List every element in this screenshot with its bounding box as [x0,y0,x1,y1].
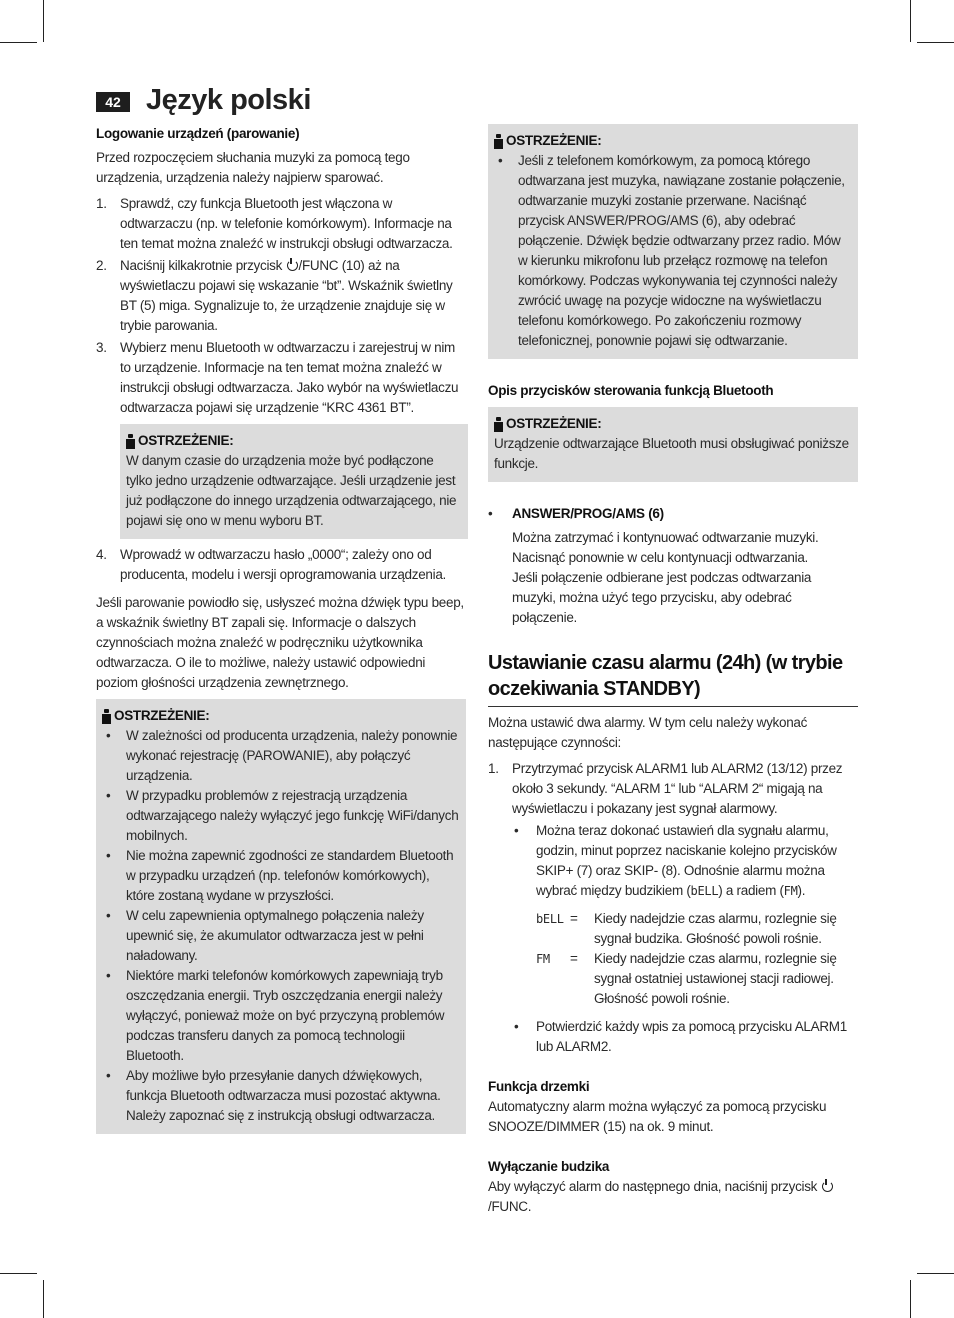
alarm-substeps [512,1017,858,1057]
list-item: 1. Przytrzymać przycisk ALARM1 lub ALARM2 (13/12) przez około 3 sekundy. “ALARM 1“ lub “ALARM 2“ migają na wyświetlaczu i pokazany jest sygnał alarmowy. • Można teraz dokonać ustawień dla sygnału alarmu, godzin, minut poprzez naciskanie kolejno przycisków SKIP+ (7) oraz SKIP- (8). Odnośnie alarmu można wybrać między budzikiem (bELL) a radiem (FM). bELL = Kiedy nadejdzie czas alarmu, rozlegnie się sygnał budzika. Głośność powoli rośnie. FM = Kiedy nadejdzie czas alarmu, rozlegnie się sygnał ostatniej ustawionej stacji radiowej. Głośność powoli rośnie. • Potwierdzić każdy wpis za pomocą przycisku ALARM1 lub ALARM2. [488,759,858,1057]
list-item: • Niektóre marki telefonów komórkowych zapewniają tryb oszczędzania energii. Tryb oszczędzania energii należy wyłączyć, ponieważ może on być przyczyną problemów podczas transferu danych za pomocą technologii Bluetooth. [106,968,445,1063]
definition-row: bELL = Kiedy nadejdzie czas alarmu, rozlegnie się sygnał budzika. Głośność powoli rośnie. [536,911,837,946]
alarm-off-text: Aby wyłączyć alarm do następnego dnia, naciśnij przycisk /FUNC. [488,1177,858,1217]
warning-text: Urządzenie odtwarzające Bluetooth musi obsługiwać poniższe funkcje. [494,436,849,471]
lcd-fm-text: FM [783,884,798,898]
info-icon [102,709,111,724]
crop-mark [43,0,44,42]
snooze-heading: Funkcja drzemki [488,1079,590,1094]
list-item: 1. Sprawdź, czy funkcja Bluetooth jest włączona w odtwarzaczu (np. w telefonie komórkowym). Informacje na ten temat można znaleźć w instrukcji obsługi odtwarzacza. [96,196,453,251]
snooze-text: Automatyczny alarm można wyłączyć za pomocą przycisku SNOOZE/DIMMER (15) na ok. 9 minut. [488,1099,827,1134]
crop-mark [917,42,954,43]
list-item: 4. Wprowadź w odtwarzaczu hasło „0000“; zależy ono od producenta, modelu i wersji oprogramowania urządzenia. [96,547,446,582]
info-icon [494,417,503,432]
warning-box: OSTRZEŻENIE: Urządzenie odtwarzające Bluetooth musi obsługiwać poniższe funkcje. [488,407,858,482]
pairing-steps-cont [96,545,466,585]
warning-text: W danym czasie do urządzenia może być podłączone tylko jedno urządzenie odtwarzające. Jeśli urządzenie jest już podłączone do innego urządzenia odtwarzającego, nie pojawi się ono w menu wyboru BT. [126,453,457,528]
list-item: • Potwierdzić każdy wpis za pomocą przycisku ALARM1 lub ALARM2. [514,1019,847,1054]
pairing-heading: Logowanie urządzeń (parowanie) [96,126,300,141]
crop-mark [917,1273,954,1274]
bt-buttons-heading: Opis przycisków sterowania funkcją Bluetooth [488,383,774,398]
list-item: 2. Naciśnij kilkakrotnie przycisk /FUNC (10) aż na wyświetlaczu pojawi się wskazanie “bt”. Wskaźnik świetlny BT (5) miga. Sygnalizuje to, że urządzenie znajduje się w trybie parowania. [96,258,453,333]
crop-mark [0,42,37,43]
info-icon [494,134,503,149]
alarm-off-heading: Wyłączanie budzika [488,1159,610,1174]
answer-button-description: • ANSWER/PROG/AMS (6) Można zatrzymać i kontynuować odtwarzanie muzyki. Nacisnąć ponownie w celu kontynuacji odtwarzania. Jeśli połączenie odbierane jest podczas odtwarzania muzyki, można użyć tego przycisku, aby odebrać połączenie. [488,504,858,628]
warning-box: OSTRZEŻENIE: W danym czasie do urządzenia może być podłączone tylko jedno urządzenie odtwarzające. Jeśli urządzenie jest już podłączone do innego urządzenia odtwarzającego, nie pojawi się ono w menu wyboru BT. [120,424,468,539]
lcd-bell-text: bELL [690,884,719,898]
alarm-substeps [512,821,858,901]
alarm-intro: Można ustawić dwa alarmy. W tym celu należy wykonać następujące czynności: [488,715,808,750]
crop-mark [43,1280,44,1318]
pairing-result: Jeśli parowanie powiodło się, usłyszeć można dźwięk typu beep, a wskaźnik świetlny BT zapali się. Informacje o dalszych czynnościach można znaleźć w podręczniku użytkownika odtwarzacza. O ile to możliwe, należy ustawić odpowiedni poziom głośności urządzenia zewnętrznego. [96,595,464,690]
pairing-intro: Przed rozpoczęciem słuchania muzyki za pomocą tego urządzenia, urządzenia należy najpierw sparować. [96,150,410,185]
definition-row: FM = Kiedy nadejdzie czas alarmu, rozlegnie się sygnał ostatniej ustawionej stacji radiowej. Głośność powoli rośnie. [536,951,837,1006]
crop-mark [0,1273,37,1274]
crop-mark [910,1280,911,1318]
alarm-steps [488,759,858,1057]
crop-mark [910,0,911,42]
pairing-steps [96,194,466,418]
list-item: • Jeśli z telefonem komórkowym, za pomocą którego odtwarzana jest muzyka, nawiązane zostanie połączenie, odtwarzanie muzyki zostanie przerwane. Naciśnąć przycisk ANSWER/PROG/AMS (6), aby odebrać połączenie. Dźwięk będzie odtwarzany przez radio. Mów w kierunku mikrofonu lub przełącz rozmowę na telefon komórkowy. Podczas wykonywania tej czynności należy zwrócić uwagę na pozycje widoczne na wyświetlaczu telefonu komórkowego. Po zakończeniu rozmowy telefonicznej, ponownie pojawi się odtwarzanie. [498,153,845,348]
list-item: • W celu zapewnienia optymalnego połączenia należy upewnić się, że akumulator odtwarzacza jest w pełni naładowany. [106,908,424,963]
alarm-heading: Ustawianie czasu alarmu (24h) (w trybie oczekiwania STANDBY) [488,650,858,707]
list-item: • Nie można zapewnić zgodności ze standardem Bluetooth w przypadku urządzeń (np. telefonów komórkowych), które zostaną wydane w przyszłości. [106,848,454,903]
right-column [488,124,858,1217]
left-column [96,124,466,1140]
list-item: • W zależności od producenta urządzenia, należy ponownie wykonać rejestrację (PAROWANIE), aby połączyć urządzenia. [106,728,458,783]
list-item: 3. Wybierz menu Bluetooth w odtwarzaczu i zarejestruj w nim to urządzenie. Informacje na ten temat można znaleźć w instrukcji obsługi odtwarzacza. Jako wybór na wyświetlaczu odtwarzacza pojawi się urządzenie “KRC 4361 BT”. [96,340,459,415]
page-title: Język polski [146,84,311,116]
warning-list [494,151,852,351]
warning-box: OSTRZEŻENIE: • W zależności od producenta urządzenia, należy ponownie wykonać rejestrację (PAROWANIE), aby połączyć urządzenia. • W przypadku problemów z rejestracją urządzenia odtwarzającego należy wyłączyć jego funkcję WiFi/danych mobilnych. • Nie można zapewnić zgodności ze standardem Bluetooth w przypadku urządzeń (np. telefonów komórkowych), które zostaną wydane w przyszłości. • W celu zapewnienia optymalnego połączenia należy upewnić się, że akumulator odtwarzacza jest w pełni naładowany. • Niektóre marki telefonów komórkowych zapewniają tryb oszczędzania energii. Tryb oszczędzania energii należy wyłączyć, ponieważ może on być przyczyną problemów podczas transferu danych za pomocą technologii Bluetooth. • Aby możliwe było przesyłanie danych dźwiękowych, funkcja Bluetooth odtwarzacza musi pozostać aktywna. Należy zapoznać się z instrukcją obsługi odtwarzacza. [96,699,466,1134]
list-item: • Aby możliwe było przesyłanie danych dźwiękowych, funkcja Bluetooth odtwarzacza musi pozostać aktywna. Należy zapoznać się z instrukcją obsługi odtwarzacza. [106,1068,441,1123]
list-item: • W przypadku problemów z rejestracją urządzenia odtwarzającego należy wyłączyć jego funkcję WiFi/danych mobilnych. [106,788,459,843]
warning-list [102,726,460,1126]
answer-button-title: ANSWER/PROG/AMS (6) [512,506,664,521]
list-item: • Można teraz dokonać ustawień dla sygnału alarmu, godzin, minut poprzez naciskanie kolejno przycisków SKIP+ (7) oraz SKIP- (8). Odnośnie alarmu można wybrać między budzikiem (bELL) a radiem (FM). [514,823,837,898]
alarm-definitions [536,909,858,1009]
power-icon [287,260,298,271]
warning-box: OSTRZEŻENIE: • Jeśli z telefonem komórkowym, za pomocą którego odtwarzana jest muzyka, nawiązane zostanie połączenie, odtwarzanie muzyki zostanie przerwane. Naciśnąć przycisk ANSWER/PROG/AMS (6), aby odebrać połączenie. Dźwięk będzie odtwarzany przez radio. Mów w kierunku mikrofonu lub przełącz rozmowę na telefon komórkowy. Podczas wykonywania tej czynności należy zwrócić uwagę na pozycje widoczne na wyświetlaczu telefonu komórkowego. Po zakończeniu rozmowy telefonicznej, ponownie pojawi się odtwarzanie. [488,124,858,359]
info-icon [126,434,135,449]
power-icon [822,1181,833,1192]
page-number: 42 [96,92,130,112]
